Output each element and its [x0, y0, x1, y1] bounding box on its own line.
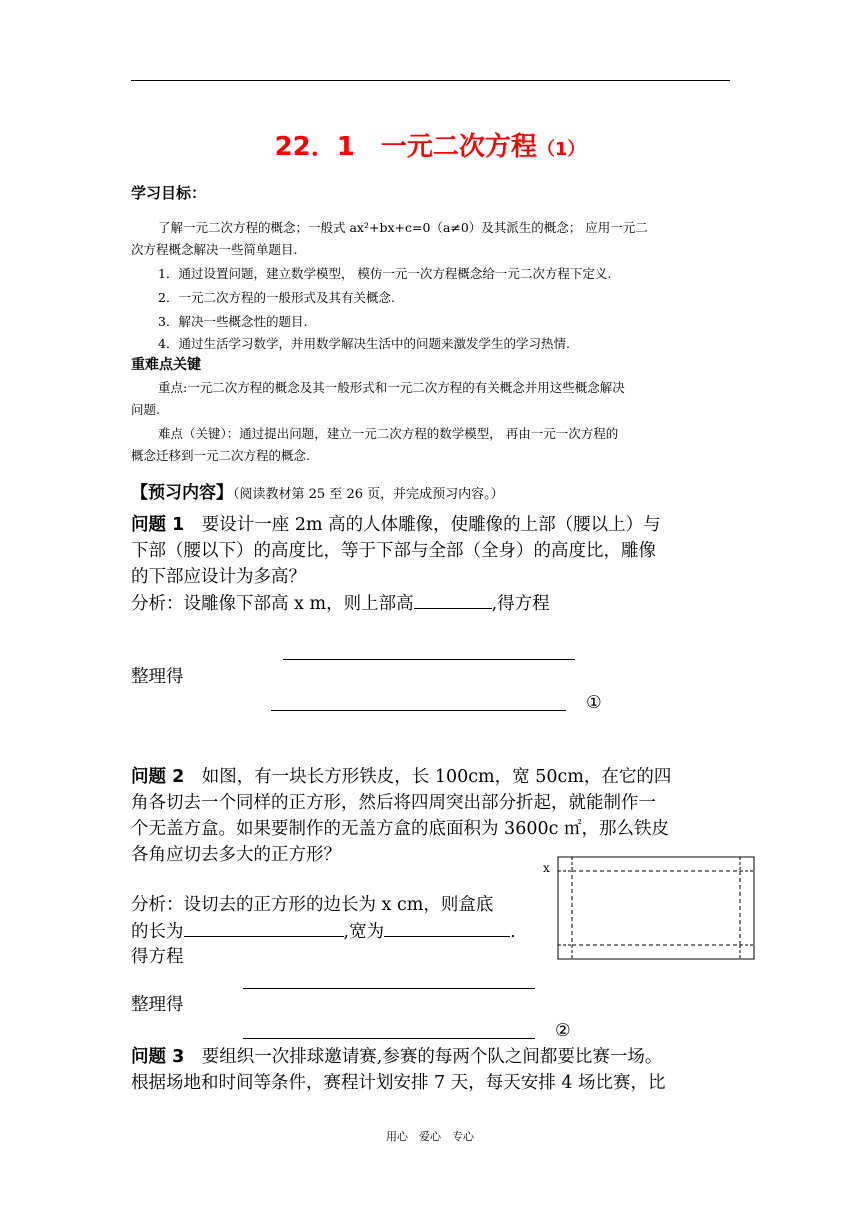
- objective-item-3: 3．解决一些概念性的题目.: [158, 314, 308, 329]
- problem1-analysis-a: 分析：设雕像下部高 x m，则上部高: [131, 594, 414, 614]
- page-footer: 用心 爱心 专心: [386, 1130, 474, 1143]
- title-sub: （1）: [536, 139, 586, 160]
- problem2-mark: ②: [555, 1021, 571, 1041]
- preview-note: （阅读教材第 25 至 26 页，并完成预习内容。）: [233, 487, 504, 502]
- problem2-analysis-line2: [131, 918, 516, 945]
- problem2-label: 问题 2: [131, 767, 185, 787]
- key-points-heading: 重难点关键: [131, 357, 201, 373]
- objective-item-4: 4．通过生活学习数学，并用数学解决生活中的问题来激发学生的学习热情.: [158, 336, 570, 351]
- problem1-arranged-line[interactable]: [271, 710, 566, 711]
- preview-heading: 【预习内容】: [131, 483, 233, 503]
- problem2-analysis-b: ,宽为: [343, 922, 385, 942]
- problem3-line2: 根据场地和时间等条件，赛程计划安排 7 天，每天安排 4 场比赛，比: [131, 1073, 666, 1093]
- title-main: 22．1 一元二次方程: [274, 132, 537, 162]
- difficulty-line2: 概念迁移到一元二次方程的概念.: [131, 448, 310, 463]
- problem2-text1: 如图，有一块长方形铁皮，长 100cm，宽 50cm，在它的四: [184, 767, 672, 787]
- upper-height-blank[interactable]: [414, 590, 492, 609]
- problem1-label: 问题 1: [131, 515, 185, 535]
- objective-item-2: 2．一元二次方程的一般形式及其有关概念.: [158, 290, 395, 305]
- box-width-blank[interactable]: [384, 918, 510, 937]
- objectives-heading: 学习目标：: [131, 184, 207, 202]
- focus-line1: 重点:一元二次方程的概念及其一般形式和一元二次方程的有关概念并用这些概念解决: [158, 380, 625, 395]
- problem1-text1: 要设计一座 2m 高的人体雕像，使雕像的上部（腰以上）与: [184, 515, 661, 535]
- problem2-analysis-line1: 分析：设切去的正方形的边长为 x cm，则盒底: [131, 895, 494, 915]
- problem2-line3: 个无盖方盒。如果要制作的无盖方盒的底面积为 3600c ㎡，那么铁皮: [131, 819, 669, 839]
- problem3-line1: [131, 1044, 662, 1070]
- problem2-line4: 各角应切去多大的正方形？: [131, 845, 341, 865]
- problem1-analysis: [131, 590, 550, 617]
- page-title: [0, 126, 860, 163]
- sheet-outline: [558, 857, 754, 959]
- problem2-equation-label: 得方程: [131, 947, 184, 967]
- problem2-line2: 角各切去一个同样的正方形，然后将四周突出部分折起，就能制作一: [131, 793, 656, 813]
- problem3-label: 问题 3: [131, 1047, 185, 1067]
- problem3-text1: 要组织一次排球邀请赛,参赛的每两个队之间都要比赛一场。: [184, 1047, 663, 1067]
- box-length-blank[interactable]: [184, 918, 344, 937]
- fold-lines: [572, 871, 740, 945]
- problem1-line3: 的下部应设计为多高？: [131, 567, 306, 587]
- header-rule: [131, 80, 730, 81]
- focus-line2: 问题.: [131, 402, 160, 417]
- figure-label-x: x: [543, 861, 550, 875]
- problem2-arrange: 整理得: [131, 995, 184, 1015]
- problem2-arranged-line[interactable]: [243, 1038, 535, 1039]
- objectives-intro-line1: 了解一元二次方程的概念；一般式 ax²+bx+c=0（a≠0）及其派生的概念； 应用一元二: [158, 220, 648, 235]
- problem1-analysis-b: ,得方程: [491, 594, 550, 614]
- problem2-analysis-c: .: [510, 922, 516, 942]
- problem1-arrange: 整理得: [131, 667, 184, 687]
- problem1-line2: 下部（腰以下）的高度比，等于下部与全部（全身）的高度比，雕像: [131, 541, 656, 561]
- problem2-line1: [131, 764, 671, 790]
- problem1-mark: ①: [586, 693, 602, 713]
- problem2-analysis-a: 的长为: [131, 922, 184, 942]
- objectives-intro-line2: 次方程概念解决一些简单题目.: [131, 242, 298, 257]
- difficulty-line1: 难点（关键）：通过提出问题，建立一元二次方程的数学模型， 再由一元一次方程的: [158, 426, 619, 441]
- problem1-line1: [131, 512, 661, 538]
- objective-item-1: 1．通过设置问题，建立数学模型， 模仿一元一次方程概念给一元二次方程下定义.: [158, 266, 612, 281]
- iron-sheet-figure: [540, 852, 760, 964]
- preview-row: [131, 478, 504, 503]
- problem1-equation-line[interactable]: [283, 659, 575, 660]
- problem2-equation-line[interactable]: [243, 988, 535, 989]
